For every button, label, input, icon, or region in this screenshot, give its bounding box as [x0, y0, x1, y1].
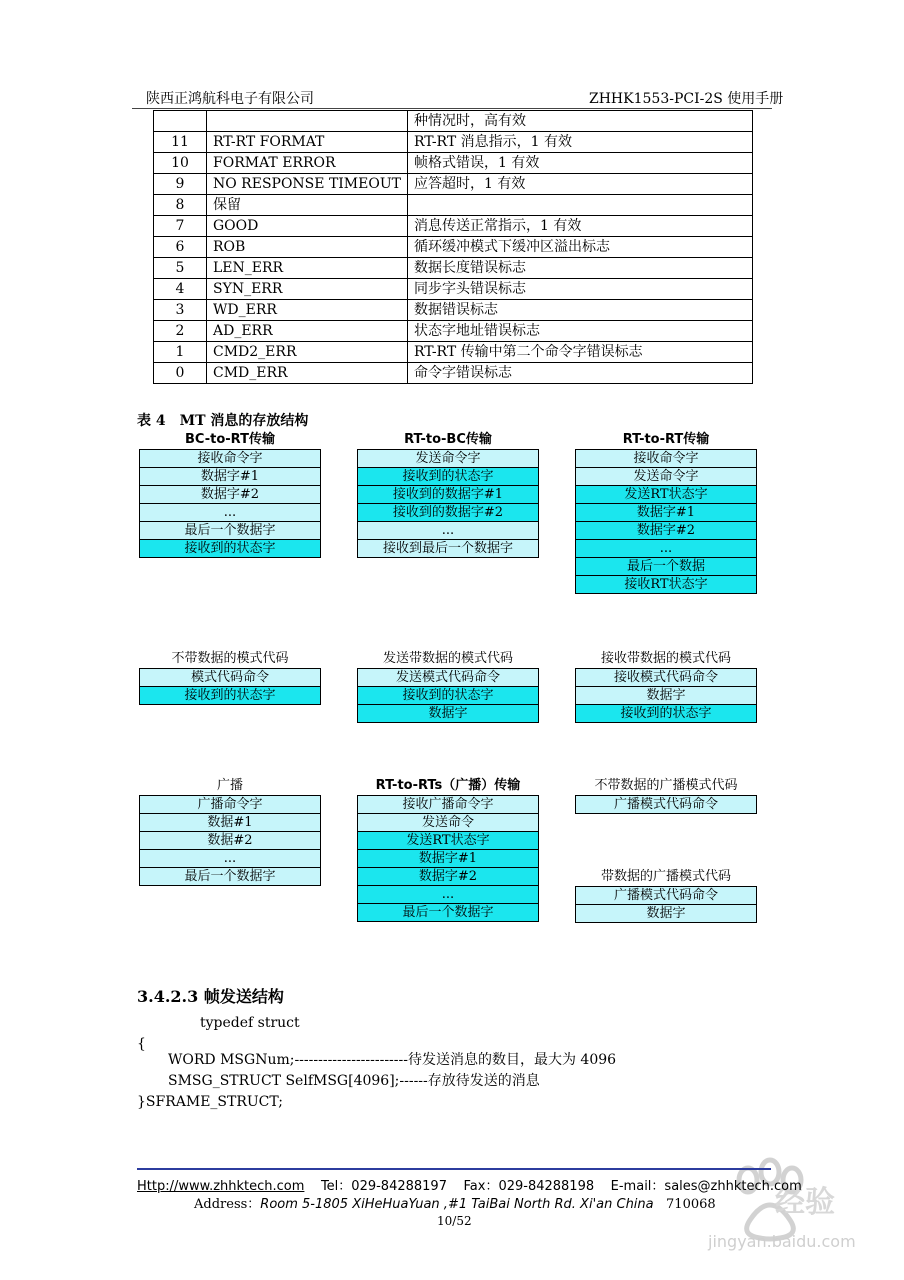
- block-rt-to-rts-broadcast: [357, 777, 539, 922]
- bit-cell: 3: [154, 300, 207, 321]
- name-cell: CMD_ERR: [207, 363, 408, 384]
- block-rows: [139, 668, 321, 705]
- block-row: 接收模式代码命令: [576, 669, 756, 686]
- block-mode-code-no-data: [139, 650, 321, 705]
- bit-cell: 10: [154, 153, 207, 174]
- block-rt-to-bc: [357, 431, 539, 558]
- block-rows: [575, 449, 757, 594]
- bit-cell: 11: [154, 132, 207, 153]
- block-row: 最后一个数据: [576, 557, 756, 575]
- table-row: [154, 216, 753, 237]
- block-row: ...: [358, 521, 538, 539]
- table-row: [154, 237, 753, 258]
- block-row: 广播命令字: [140, 796, 320, 813]
- name-cell: AD_ERR: [207, 321, 408, 342]
- bit-cell: 9: [154, 174, 207, 195]
- block-rows: [357, 795, 539, 922]
- block-row: ...: [140, 503, 320, 521]
- footer-website-link[interactable]: Http://www.zhhktech.com: [137, 1179, 305, 1194]
- footer-contact-line: [137, 1175, 802, 1194]
- block-title: 不带数据的广播模式代码: [594, 778, 738, 793]
- bit-cell: 0: [154, 363, 207, 384]
- block-row: 数据字: [358, 704, 538, 722]
- desc-cell: 数据错误标志: [407, 300, 752, 321]
- block-row: 发送RT状态字: [576, 485, 756, 503]
- block-row: 数据字#1: [358, 849, 538, 867]
- code-line-msgnum: WORD MSGNum;------------------------待发送消息的数目，最大为 4096: [168, 1052, 617, 1068]
- code-line-close: }SFRAME_STRUCT;: [137, 1094, 283, 1110]
- table-row: [154, 258, 753, 279]
- block-row: 最后一个数据字: [140, 867, 320, 885]
- block-row: 接收到的数据字#2: [358, 503, 538, 521]
- block-row: 数据字#1: [140, 467, 320, 485]
- block-rt-to-rt: [575, 431, 757, 594]
- bit-cell: 5: [154, 258, 207, 279]
- bit-cell: 4: [154, 279, 207, 300]
- name-cell: NO RESPONSE TIMEOUT: [207, 174, 408, 195]
- block-title: RT-to-BC传输: [404, 432, 492, 447]
- footer-address: Room 5-1805 XiHeHuaYuan ,#1 TaiBai North Rd. Xi'an China: [260, 1197, 654, 1212]
- desc-cell: 消息传送正常指示，1 有效: [407, 216, 752, 237]
- code-line-typedef: typedef struct: [200, 1015, 300, 1031]
- block-rows: [139, 795, 321, 886]
- block-rows: [575, 795, 757, 814]
- table-row: [154, 279, 753, 300]
- footer-tel: Tel：029-84288197: [320, 1179, 447, 1194]
- block-row: 接收到的状态字: [140, 539, 320, 557]
- svg-text:经验: 经验: [775, 1185, 835, 1220]
- block-mode-code-rx-data: [575, 650, 757, 723]
- block-row: 发送命令字: [358, 450, 538, 467]
- desc-cell: 数据长度错误标志: [407, 258, 752, 279]
- header-manual-title: ZHHK1553-PCI-2S 使用手册: [589, 91, 784, 107]
- block-row: 接收广播命令字: [358, 796, 538, 813]
- block-title: BC-to-RT传输: [185, 432, 275, 447]
- footer-email[interactable]: E-mail：sales@zhhktech.com: [610, 1179, 802, 1194]
- block-row: 数据#2: [140, 831, 320, 849]
- name-cell: RT-RT FORMAT: [207, 132, 408, 153]
- block-title: 带数据的广播模式代码: [600, 869, 731, 884]
- name-cell: GOOD: [207, 216, 408, 237]
- table-row: [154, 153, 753, 174]
- block-row: 发送命令字: [576, 467, 756, 485]
- block-row: 数据字: [576, 904, 756, 922]
- block-rows: [575, 668, 757, 723]
- block-row: 数据字#2: [576, 521, 756, 539]
- header-company: 陕西正鸿航科电子有限公司: [146, 91, 314, 107]
- block-row: 接收到最后一个数据字: [358, 539, 538, 557]
- desc-cell: RT-RT 消息指示，1 有效: [407, 132, 752, 153]
- block-broadcast-mode-code-data: [575, 868, 757, 923]
- block-title: 不带数据的模式代码: [171, 651, 289, 666]
- bit-cell: 1: [154, 342, 207, 363]
- bit-cell: [154, 111, 207, 132]
- bit-cell: 2: [154, 321, 207, 342]
- block-row: 接收命令字: [140, 450, 320, 467]
- block-row: 接收到的状态字: [576, 704, 756, 722]
- block-title: 接收带数据的模式代码: [600, 651, 731, 666]
- status-bit-table-body: [154, 111, 753, 384]
- block-row: ...: [358, 885, 538, 903]
- header-rule: [132, 108, 772, 109]
- block-rows: [357, 449, 539, 558]
- table-caption: 表 4 MT 消息的存放结构: [137, 413, 309, 429]
- block-broadcast-mode-code-no-data: [575, 777, 757, 814]
- block-row: 发送RT状态字: [358, 831, 538, 849]
- block-row: 接收到的状态字: [140, 686, 320, 704]
- desc-cell: [407, 195, 752, 216]
- table-row: [154, 300, 753, 321]
- footer-fax: Fax：029-84288198: [463, 1179, 595, 1194]
- desc-cell: 状态字地址错误标志: [407, 321, 752, 342]
- block-title: RT-to-RTs（广播）传输: [375, 778, 521, 793]
- code-line-selfmsg: SMSG_STRUCT SelfMSG[4096];------存放待发送的消息: [168, 1073, 540, 1089]
- desc-cell: 种情况时，高有效: [407, 111, 752, 132]
- status-bit-table: [153, 110, 753, 384]
- footer-address-line: [194, 1193, 716, 1212]
- footer-rule: [137, 1168, 771, 1170]
- code-line-open-brace: {: [137, 1036, 146, 1052]
- block-title: 广播: [216, 778, 243, 793]
- block-mode-code-tx-data: [357, 650, 539, 723]
- footer-zip: 710068: [666, 1197, 716, 1212]
- table-row: [154, 195, 753, 216]
- desc-cell: 应答超时，1 有效: [407, 174, 752, 195]
- bit-cell: 8: [154, 195, 207, 216]
- block-row: 数据字#2: [140, 485, 320, 503]
- block-row: 接收到的状态字: [358, 467, 538, 485]
- block-row: 广播模式代码命令: [576, 887, 756, 904]
- name-cell: FORMAT ERROR: [207, 153, 408, 174]
- block-row: 数据字: [576, 686, 756, 704]
- desc-cell: 同步字头错误标志: [407, 279, 752, 300]
- block-row: 最后一个数据字: [140, 521, 320, 539]
- block-row: 接收到的状态字: [358, 686, 538, 704]
- name-cell: 保留: [207, 195, 408, 216]
- block-row: ...: [576, 539, 756, 557]
- footer-address-label: Address：: [194, 1197, 261, 1212]
- block-row: 接收RT状态字: [576, 575, 756, 593]
- block-row: 接收命令字: [576, 450, 756, 467]
- desc-cell: 命令字错误标志: [407, 363, 752, 384]
- name-cell: SYN_ERR: [207, 279, 408, 300]
- block-row: 数据字#1: [576, 503, 756, 521]
- name-cell: [207, 111, 408, 132]
- table-row: [154, 174, 753, 195]
- block-broadcast: [139, 777, 321, 886]
- table-row: [154, 321, 753, 342]
- name-cell: CMD2_ERR: [207, 342, 408, 363]
- desc-cell: RT-RT 传输中第二个命令字错误标志: [407, 342, 752, 363]
- page-number: 10/52: [437, 1214, 472, 1228]
- block-row: 广播模式代码命令: [576, 796, 756, 813]
- block-title: RT-to-RT传输: [622, 432, 710, 447]
- name-cell: LEN_ERR: [207, 258, 408, 279]
- block-row: 数据#1: [140, 813, 320, 831]
- block-title: 发送带数据的模式代码: [382, 651, 513, 666]
- table-row: [154, 111, 753, 132]
- name-cell: WD_ERR: [207, 300, 408, 321]
- block-row: 发送模式代码命令: [358, 669, 538, 686]
- watermark-text: jingyan.baidu.com: [708, 1232, 856, 1251]
- block-bc-to-rt: [139, 431, 321, 558]
- section-heading: 3.4.2.3 帧发送结构: [137, 987, 284, 1006]
- block-rows: [575, 886, 757, 923]
- block-row: 最后一个数据字: [358, 903, 538, 921]
- block-rows: [357, 668, 539, 723]
- bit-cell: 7: [154, 216, 207, 237]
- block-row: ...: [140, 849, 320, 867]
- table-row: [154, 363, 753, 384]
- block-row: 发送命令: [358, 813, 538, 831]
- block-row: 模式代码命令: [140, 669, 320, 686]
- table-row: [154, 132, 753, 153]
- desc-cell: 循环缓冲模式下缓冲区溢出标志: [407, 237, 752, 258]
- block-rows: [139, 449, 321, 558]
- name-cell: ROB: [207, 237, 408, 258]
- bit-cell: 6: [154, 237, 207, 258]
- table-row: [154, 342, 753, 363]
- desc-cell: 帧格式错误，1 有效: [407, 153, 752, 174]
- block-row: 接收到的数据字#1: [358, 485, 538, 503]
- block-row: 数据字#2: [358, 867, 538, 885]
